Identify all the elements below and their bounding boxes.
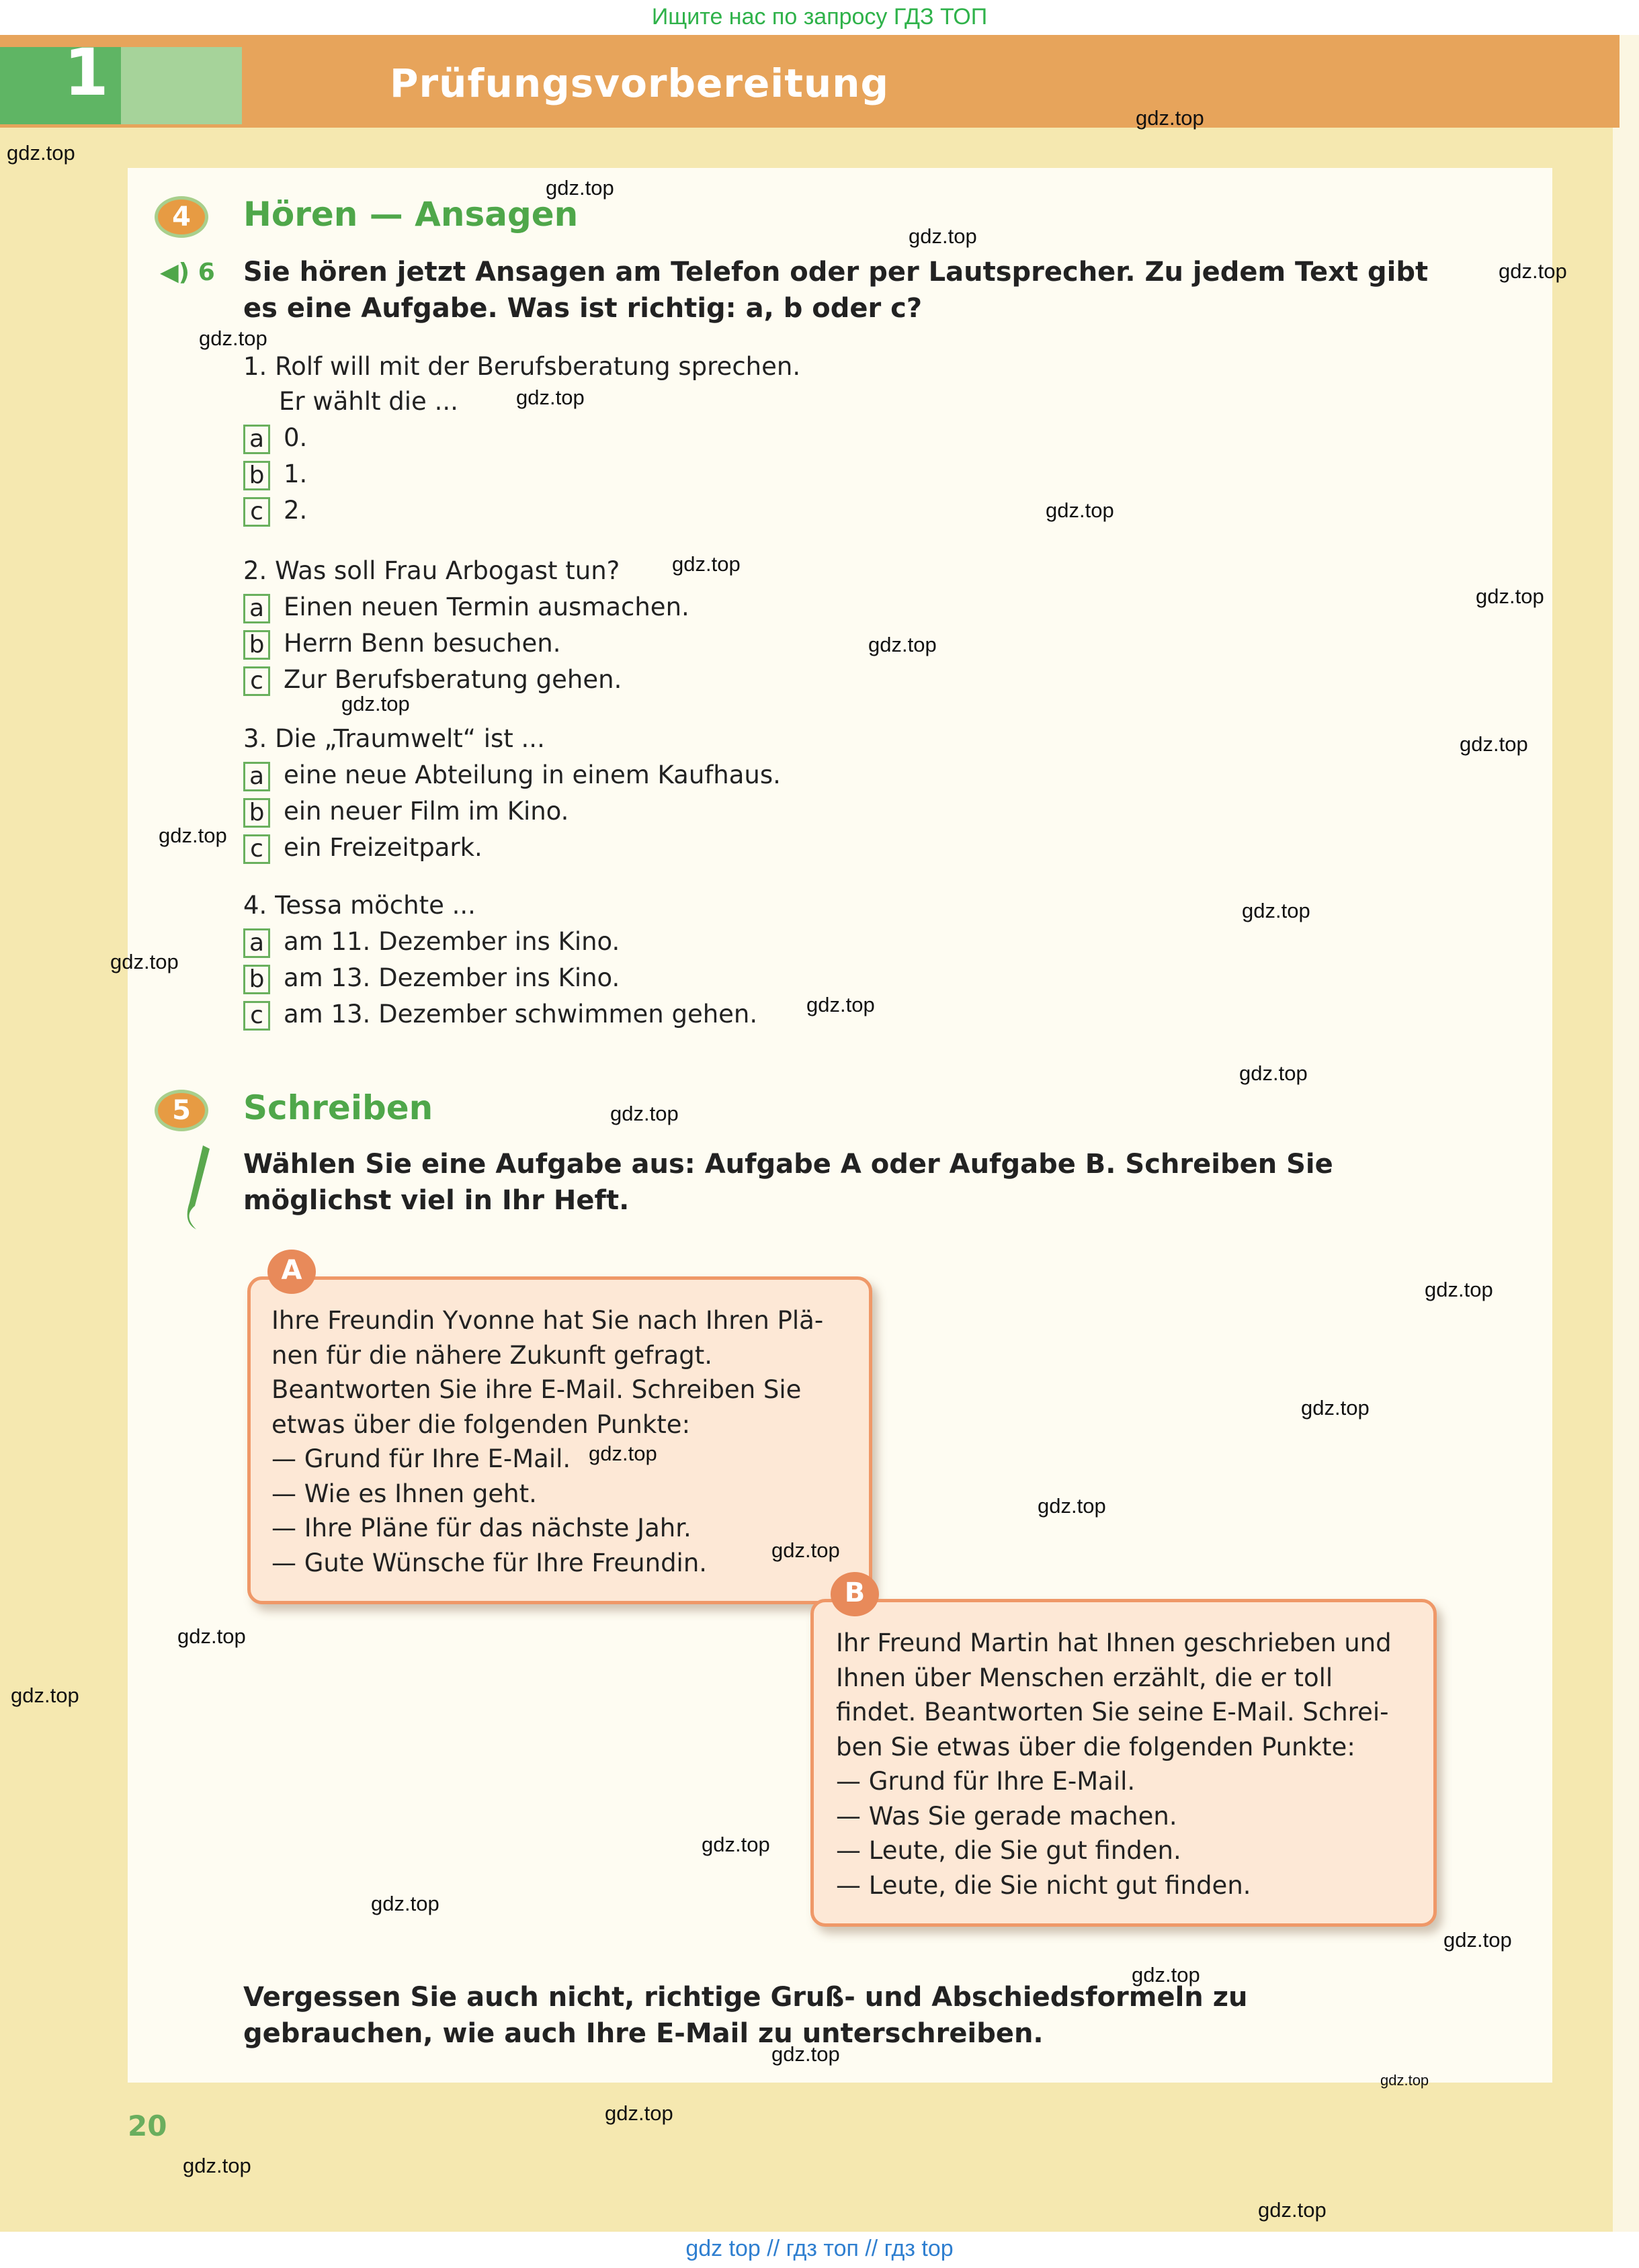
watermark: gdz.top <box>589 1442 657 1465</box>
watermark: gdz.top <box>1258 2198 1327 2222</box>
watermark: gdz.top <box>909 224 977 248</box>
watermark: gdz.top <box>771 1538 840 1562</box>
watermark: gdz.top <box>1499 259 1567 283</box>
section-4-badge: 4 <box>155 196 208 238</box>
question-3-option-c[interactable]: c ein Freizeitpark. <box>243 830 482 865</box>
watermark: gdz.top <box>1136 106 1204 130</box>
task-a-badge: A <box>267 1250 316 1294</box>
watermark: gdz.top <box>341 692 410 715</box>
question-1-option-a[interactable]: a 0. <box>243 421 307 455</box>
question-1-stem: 1. Rolf will mit der Berufsberatung sprechen. <box>243 352 801 381</box>
watermark: gdz.top <box>1301 1396 1370 1420</box>
task-b-text: Ihr Freund Martin hat Ihnen geschrieben und Ihnen über Menschen erzählt, die er toll findet. Beantworten Sie seine E-Mail. Schrei- ben Sie etwas über die folgenden Punkte: — Grund für Ihre E-Mail. — Was Sie gerade machen. — Leute, die Sie gut finden. — Leute, die Sie nicht gut finden. <box>836 1628 1392 1900</box>
audio-track <box>160 259 215 286</box>
section-5-badge: 5 <box>155 1090 208 1131</box>
question-1-stem-cont: Er wählt die ... <box>279 387 458 416</box>
chapter-tab-light <box>121 47 242 124</box>
page-number: 20 <box>128 2109 167 2142</box>
section-5-closing: Vergessen Sie auch nicht, richtige Gruß- und Abschiedsformeln zu gebrauchen, wie auch Ihre E-Mail zu unterschreiben. <box>243 1982 1248 2049</box>
watermark: gdz.top <box>159 824 227 847</box>
watermark: gdz.top <box>1239 1061 1308 1085</box>
watermark: gdz.top <box>605 2101 673 2125</box>
watermark: gdz.top <box>199 326 267 350</box>
speaker-icon: ◀︎) <box>160 259 190 286</box>
watermark: gdz.top <box>11 1684 79 1707</box>
page-title: Prüfungsvorbereitung <box>390 60 890 106</box>
watermark: gdz.top <box>516 386 585 409</box>
question-3-option-b[interactable]: b ein neuer Film im Kino. <box>243 794 569 829</box>
audio-track-number: 6 <box>198 259 215 286</box>
section-5-instruction: Wählen Sie eine Aufgabe aus: Aufgabe A oder Aufgabe B. Schreiben Sie möglichst viel in Ihr Heft. <box>243 1149 1333 1216</box>
watermark: gdz.top <box>546 176 614 200</box>
question-2-option-b[interactable]: b Herrn Benn besuchen. <box>243 626 560 661</box>
task-b-badge: B <box>831 1572 879 1616</box>
question-3-stem: 3. Die „Traumwelt“ ist ... <box>243 724 545 753</box>
watermark: gdz.top <box>371 1892 439 1915</box>
watermark: gdz.top <box>1038 1494 1106 1518</box>
chapter-number: 1 <box>64 35 109 110</box>
watermark: gdz.top <box>1443 1928 1512 1952</box>
watermark: gdz.top <box>868 633 937 656</box>
question-2-option-a[interactable]: a Einen neuen Termin ausmachen. <box>243 590 689 625</box>
watermark: gdz.top <box>1476 584 1544 608</box>
question-4-option-a[interactable]: a am 11. Dezember ins Kino. <box>243 924 620 959</box>
watermark: gdz.top <box>1380 2072 1429 2089</box>
page-edge <box>1613 35 1639 2232</box>
question-1-option-b[interactable]: b 1. <box>243 457 307 492</box>
footer-banner: gdz top // гдз топ // гдз top <box>0 2232 1639 2268</box>
task-a-text: Ihre Freundin Yvonne hat Sie nach Ihren Plä- nen für die nähere Zukunft gefragt. Beantworten Sie ihre E-Mail. Schreiben Sie etwas über die folgenden Punkte: — Grund für Ihre E-Mail. — Wie es Ihnen geht. — Ihre Pläne für das nächste Jahr. — Gute Wünsche für Ihre Freundin. <box>271 1306 824 1577</box>
section-5-title: Schreiben <box>243 1088 433 1127</box>
watermark: gdz.top <box>177 1624 246 1648</box>
watermark: gdz.top <box>610 1102 679 1125</box>
question-1-option-c[interactable]: c 2. <box>243 493 307 528</box>
question-4-option-b[interactable]: b am 13. Dezember ins Kino. <box>243 961 620 996</box>
watermark: gdz.top <box>1460 732 1528 756</box>
watermark: gdz.top <box>1132 1963 1200 1987</box>
watermark: gdz.top <box>702 1833 770 1856</box>
watermark: gdz.top <box>7 141 75 165</box>
section-4-title: Hören — Ansagen <box>243 195 579 234</box>
top-banner: Ищите нас по запросу ГДЗ ТОП <box>0 0 1639 35</box>
question-2-stem: 2. Was soll Frau Arbogast tun? <box>243 556 620 585</box>
watermark: gdz.top <box>806 993 875 1016</box>
watermark: gdz.top <box>672 552 741 576</box>
watermark: gdz.top <box>1242 899 1310 922</box>
watermark: gdz.top <box>1046 498 1114 522</box>
question-3-option-a[interactable]: a eine neue Abteilung in einem Kaufhaus. <box>243 758 781 793</box>
watermark: gdz.top <box>771 2042 840 2066</box>
watermark: gdz.top <box>1425 1278 1493 1301</box>
question-4-option-c[interactable]: c am 13. Dezember schwimmen gehen. <box>243 997 757 1032</box>
question-2-option-c[interactable]: c Zur Berufsberatung gehen. <box>243 662 622 697</box>
pen-icon <box>176 1142 216 1236</box>
section-4-instruction: Sie hören jetzt Ansagen am Telefon oder per Lautsprecher. Zu jedem Text gibt es eine Aufgabe. Was ist richtig: a, b oder c? <box>243 257 1429 324</box>
watermark: gdz.top <box>183 2154 251 2177</box>
watermark: gdz.top <box>110 950 179 973</box>
question-4-stem: 4. Tessa möchte ... <box>243 891 476 920</box>
